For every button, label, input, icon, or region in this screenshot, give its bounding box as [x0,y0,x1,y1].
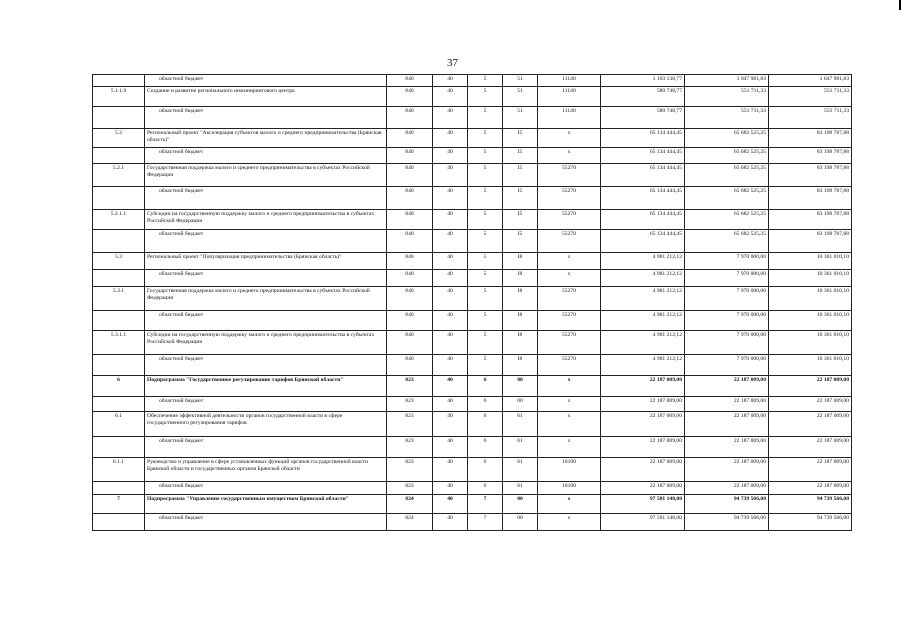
cell-activity-code: 61 [503,482,538,495]
cell-name: Обеспечение эффективной деятельности органов государственной власти в сфере государственного регулирования тарифов [145,412,387,437]
cell-ministry-code: 840 [387,148,433,164]
cell-program-code: 40 [433,397,468,412]
cell-subprogram-code: 5 [468,311,503,331]
cell-subprogram-code: 5 [468,355,503,376]
cell-program-code: 40 [433,287,468,311]
cell-activity-code: 61 [503,412,538,437]
cell-direction-code: x [538,148,601,164]
cell-ministry-code: 840 [387,331,433,355]
cell-direction-code: x [538,437,601,458]
cell-subprogram-code: 6 [468,376,503,397]
cell-name: Создание и развитие регионального инжинирингового центра [145,87,387,107]
cell-amount-2: 22 187 009,00 [685,482,769,495]
cell-name: Региональный проект "Популяризация предпринимательства (Брянская область)" [145,253,387,270]
cell-direction-code: x [538,376,601,397]
cell-amount-1: 97 501 148,00 [601,514,685,531]
cell-code [93,514,145,531]
cell-ministry-code: 840 [387,270,433,287]
cell-ministry-code: 823 [387,397,433,412]
cell-subprogram-code: 5 [468,107,503,129]
cell-activity-code: I8 [503,270,538,287]
cell-name: Государственная поддержка малого и среднего предпринимательства в субъектах Российской Федерации [145,287,387,311]
cell-amount-2: 94 739 566,00 [685,495,769,514]
cell-code [93,270,145,287]
cell-ministry-code: 840 [387,253,433,270]
cell-amount-1: 22 187 009,00 [601,482,685,495]
cell-direction-code: 11140 [538,87,601,107]
table-row [93,437,852,458]
scan-edge-mark [899,0,901,10]
cell-name: областной бюджет [145,514,387,531]
cell-code: 5.3 [93,253,145,270]
table-row [93,514,852,531]
cell-name: областной бюджет [145,437,387,458]
cell-activity-code: 00 [503,514,538,531]
cell-subprogram-code: 6 [468,437,503,458]
cell-code: 5.1.1.9 [93,87,145,107]
cell-amount-2: 22 187 009,00 [685,458,769,482]
table-row [93,495,852,514]
cell-activity-code: 51 [503,87,538,107]
cell-amount-3: 10 361 010,10 [769,253,852,270]
cell-amount-1: 65 134 444,45 [601,230,685,253]
table-row [93,331,852,355]
cell-amount-3: 10 361 010,10 [769,355,852,376]
cell-name: Подпрограмма "Государственное регулирование тарифов Брянской области" [145,376,387,397]
table-row [93,75,852,87]
budget-table [92,74,852,531]
cell-amount-3: 22 187 009,00 [769,412,852,437]
cell-subprogram-code: 7 [468,495,503,514]
table-row [93,253,852,270]
cell-amount-3: 22 187 009,00 [769,458,852,482]
cell-ministry-code: 840 [387,129,433,148]
cell-program-code: 40 [433,458,468,482]
cell-amount-2: 94 739 566,00 [685,514,769,531]
table-row [93,287,852,311]
cell-direction-code: x [538,412,601,437]
cell-code [93,148,145,164]
cell-code [93,397,145,412]
cell-subprogram-code: 5 [468,287,503,311]
cell-amount-3: 22 187 009,00 [769,482,852,495]
cell-activity-code: I5 [503,129,538,148]
cell-direction-code: 55270 [538,355,601,376]
cell-amount-2: 22 187 009,00 [685,376,769,397]
cell-name: Подпрограмма "Управление государственным имуществом Брянской области" [145,495,387,514]
cell-ministry-code: 840 [387,107,433,129]
cell-code: 5.3.1 [93,287,145,311]
cell-direction-code: 11140 [538,75,601,87]
cell-direction-code: x [538,397,601,412]
cell-subprogram-code: 6 [468,482,503,495]
cell-subprogram-code: 5 [468,148,503,164]
cell-code [93,230,145,253]
cell-amount-2: 65 682 525,25 [685,164,769,187]
cell-amount-1: 65 134 444,45 [601,164,685,187]
table-row [93,87,852,107]
cell-program-code: 40 [433,253,468,270]
cell-code [93,75,145,87]
cell-program-code: 40 [433,187,468,210]
cell-amount-3: 83 198 787,88 [769,148,852,164]
cell-amount-1: 22 187 009,00 [601,458,685,482]
cell-ministry-code: 840 [387,287,433,311]
cell-activity-code: I5 [503,230,538,253]
table-row [93,107,852,129]
cell-activity-code: I5 [503,148,538,164]
cell-program-code: 40 [433,437,468,458]
table-row [93,458,852,482]
cell-name: областной бюджет [145,311,387,331]
cell-name: Региональный проект "Акселерация субъектов малого и среднего предпринимательства (Брянская область)" [145,129,387,148]
cell-name: областной бюджет [145,355,387,376]
cell-code [93,355,145,376]
cell-amount-1: 97 501 148,00 [601,495,685,514]
cell-ministry-code: 823 [387,482,433,495]
cell-ministry-code: 823 [387,412,433,437]
cell-direction-code: 55270 [538,187,601,210]
cell-amount-2: 7 970 000,00 [685,253,769,270]
cell-program-code: 40 [433,331,468,355]
cell-direction-code: 55270 [538,230,601,253]
cell-subprogram-code: 5 [468,270,503,287]
cell-amount-3: 22 187 009,00 [769,437,852,458]
cell-amount-1: 1 103 138,77 [601,75,685,87]
cell-direction-code: 10100 [538,482,601,495]
cell-code: 5.3.1.1 [93,331,145,355]
cell-code: 5.2.1.1 [93,210,145,230]
table-row [93,397,852,412]
cell-amount-3: 83 198 787,88 [769,230,852,253]
cell-activity-code: 61 [503,437,538,458]
cell-code [93,482,145,495]
cell-code [93,107,145,129]
cell-amount-1: 22 187 009,00 [601,376,685,397]
cell-amount-3: 10 361 010,10 [769,331,852,355]
cell-name: областной бюджет [145,107,387,129]
cell-amount-1: 22 187 009,00 [601,437,685,458]
cell-amount-3: 83 198 787,88 [769,129,852,148]
cell-activity-code: I8 [503,253,538,270]
cell-ministry-code: 840 [387,75,433,87]
cell-ministry-code: 823 [387,437,433,458]
cell-amount-1: 580 748,77 [601,87,685,107]
cell-amount-3: 10 361 010,10 [769,311,852,331]
cell-amount-2: 551 711,33 [685,87,769,107]
cell-program-code: 40 [433,412,468,437]
cell-name: Руководство и управление в сфере установленных функций органов государственной власти Брянской области и государственных органов Брянской области [145,458,387,482]
cell-program-code: 40 [433,482,468,495]
table-row [93,230,852,253]
cell-direction-code: x [538,495,601,514]
cell-program-code: 40 [433,230,468,253]
cell-activity-code: I8 [503,311,538,331]
cell-direction-code: 55270 [538,311,601,331]
cell-code: 5.2 [93,129,145,148]
cell-program-code: 40 [433,495,468,514]
table-row [93,311,852,331]
cell-activity-code: I8 [503,355,538,376]
cell-amount-3: 10 361 010,10 [769,287,852,311]
cell-activity-code: I5 [503,164,538,187]
cell-amount-2: 7 970 000,00 [685,287,769,311]
cell-name: областной бюджет [145,397,387,412]
cell-activity-code: I8 [503,331,538,355]
cell-amount-1: 4 981 212,12 [601,331,685,355]
cell-ministry-code: 840 [387,355,433,376]
cell-program-code: 40 [433,107,468,129]
cell-subprogram-code: 5 [468,187,503,210]
cell-amount-3: 83 198 787,88 [769,210,852,230]
cell-amount-1: 580 748,77 [601,107,685,129]
cell-name: областной бюджет [145,230,387,253]
cell-subprogram-code: 5 [468,129,503,148]
cell-amount-1: 4 981 212,12 [601,355,685,376]
cell-program-code: 40 [433,148,468,164]
cell-ministry-code: 840 [387,164,433,187]
cell-subprogram-code: 5 [468,87,503,107]
cell-ministry-code: 840 [387,311,433,331]
table-row [93,355,852,376]
cell-amount-3: 22 187 009,00 [769,397,852,412]
cell-program-code: 40 [433,270,468,287]
cell-amount-2: 65 682 525,25 [685,210,769,230]
cell-amount-1: 4 981 212,12 [601,287,685,311]
cell-subprogram-code: 5 [468,253,503,270]
cell-code: 6.1.1 [93,458,145,482]
cell-amount-2: 65 682 525,25 [685,148,769,164]
cell-direction-code: 55270 [538,210,601,230]
cell-name: Субсидии на государственную поддержку малого и среднего предпринимательства в субъектах Российской Федерации [145,331,387,355]
cell-amount-1: 4 981 212,12 [601,270,685,287]
cell-subprogram-code: 5 [468,75,503,87]
cell-ministry-code: 840 [387,187,433,210]
budget-table-body [93,75,852,531]
cell-program-code: 40 [433,514,468,531]
cell-direction-code: 11140 [538,107,601,129]
cell-ministry-code: 824 [387,514,433,531]
cell-activity-code: I8 [503,287,538,311]
cell-amount-2: 551 711,33 [685,107,769,129]
cell-amount-1: 4 981 212,12 [601,311,685,331]
cell-amount-2: 7 970 000,00 [685,331,769,355]
cell-code: 5.2.1 [93,164,145,187]
cell-subprogram-code: 5 [468,331,503,355]
cell-amount-3: 22 187 009,00 [769,376,852,397]
cell-direction-code: x [538,129,601,148]
cell-amount-1: 65 134 444,45 [601,148,685,164]
cell-amount-2: 65 682 525,25 [685,187,769,210]
cell-program-code: 40 [433,164,468,187]
cell-ministry-code: 840 [387,210,433,230]
cell-subprogram-code: 5 [468,164,503,187]
cell-subprogram-code: 6 [468,397,503,412]
cell-direction-code: 10100 [538,458,601,482]
cell-amount-3: 94 739 566,00 [769,495,852,514]
cell-name: Субсидии на государственную поддержку малого и среднего предпринимательства в субъектах Российской Федерации [145,210,387,230]
table-row [93,164,852,187]
cell-amount-2: 7 970 000,00 [685,270,769,287]
cell-amount-2: 7 970 000,00 [685,311,769,331]
table-row [93,129,852,148]
cell-amount-3: 83 198 787,88 [769,187,852,210]
cell-amount-2: 1 047 981,83 [685,75,769,87]
cell-activity-code: 00 [503,397,538,412]
cell-program-code: 40 [433,311,468,331]
cell-direction-code: x [538,270,601,287]
cell-direction-code: x [538,253,601,270]
cell-amount-2: 7 970 000,00 [685,355,769,376]
table-row [93,412,852,437]
cell-activity-code: 00 [503,495,538,514]
cell-amount-2: 22 187 009,00 [685,397,769,412]
cell-code [93,187,145,210]
cell-subprogram-code: 5 [468,230,503,253]
cell-activity-code: 51 [503,107,538,129]
cell-amount-2: 65 682 525,25 [685,230,769,253]
cell-direction-code: 55270 [538,287,601,311]
cell-program-code: 40 [433,355,468,376]
table-row [93,482,852,495]
cell-program-code: 40 [433,210,468,230]
cell-amount-3: 94 739 566,00 [769,514,852,531]
cell-name: областной бюджет [145,482,387,495]
cell-program-code: 40 [433,87,468,107]
cell-subprogram-code: 5 [468,210,503,230]
cell-name: областной бюджет [145,75,387,87]
cell-amount-3: 1 047 981,83 [769,75,852,87]
cell-program-code: 40 [433,75,468,87]
cell-amount-1: 22 187 009,00 [601,397,685,412]
cell-amount-3: 551 711,33 [769,107,852,129]
cell-amount-2: 65 682 525,25 [685,129,769,148]
cell-amount-2: 22 187 009,00 [685,412,769,437]
cell-amount-3: 10 361 010,10 [769,270,852,287]
cell-activity-code: 51 [503,75,538,87]
cell-subprogram-code: 7 [468,514,503,531]
cell-ministry-code: 823 [387,376,433,397]
table-row [93,376,852,397]
page-number: 37 [447,57,458,69]
cell-subprogram-code: 6 [468,458,503,482]
table-row [93,148,852,164]
cell-name: областной бюджет [145,270,387,287]
cell-code [93,311,145,331]
cell-name: Государственная поддержка малого и среднего предпринимательства в субъектах Российской Федерации [145,164,387,187]
table-row [93,270,852,287]
cell-amount-1: 4 981 212,12 [601,253,685,270]
cell-code: 6.1 [93,412,145,437]
cell-direction-code: 55270 [538,164,601,187]
table-row [93,210,852,230]
cell-amount-1: 65 134 444,45 [601,187,685,210]
cell-amount-3: 551 711,33 [769,87,852,107]
cell-amount-3: 83 198 787,88 [769,164,852,187]
cell-activity-code: I5 [503,187,538,210]
cell-amount-1: 65 134 444,45 [601,210,685,230]
cell-name: областной бюджет [145,148,387,164]
cell-ministry-code: 824 [387,495,433,514]
cell-ministry-code: 840 [387,230,433,253]
cell-activity-code: I5 [503,210,538,230]
cell-direction-code: x [538,514,601,531]
cell-amount-2: 22 187 009,00 [685,437,769,458]
cell-subprogram-code: 6 [468,412,503,437]
cell-activity-code: 00 [503,376,538,397]
table-row [93,187,852,210]
cell-amount-1: 22 187 009,00 [601,412,685,437]
cell-code [93,437,145,458]
cell-ministry-code: 840 [387,87,433,107]
cell-program-code: 40 [433,376,468,397]
cell-amount-1: 65 134 444,45 [601,129,685,148]
cell-name: областной бюджет [145,187,387,210]
cell-code: 7 [93,495,145,514]
cell-activity-code: 61 [503,458,538,482]
cell-direction-code: 55270 [538,331,601,355]
cell-ministry-code: 823 [387,458,433,482]
cell-code: 6 [93,376,145,397]
cell-program-code: 40 [433,129,468,148]
